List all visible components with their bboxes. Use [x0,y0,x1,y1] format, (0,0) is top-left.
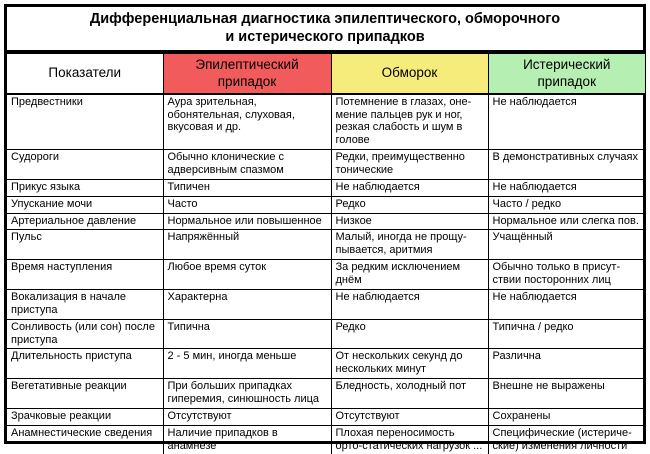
diagnostic-table-frame [4,4,646,452]
value-cell: Часто / редко [488,196,645,213]
value-cell: Обычно только в присут-ствии посторонних лиц [488,260,645,290]
column-header-1: Эпилептический припадок [163,54,331,94]
title-line-1: Дифференциальная диагностика эпилептического, обморочного [89,11,561,27]
value-cell: Специфические (истериче-ские) изменения личности [488,425,645,454]
value-cell: Обычно клонические с адверсивным спазмом [163,150,331,180]
table-row [7,230,645,260]
value-cell: Малый, иногда не прощу-пывается, аритмия [331,230,488,260]
value-cell: Учащённый [488,230,645,260]
value-cell: Типична / редко [488,319,645,349]
value-cell: Сохранены [488,408,645,425]
row-label-cell: Прикус языка [7,179,163,196]
table-row [7,425,645,454]
value-cell: Напряжённый [163,230,331,260]
value-cell: Наличие припадков в анамнезе [163,425,331,454]
table-row [7,179,645,196]
value-cell: Не наблюдается [488,179,645,196]
row-label-cell: Вокализация в начале приступа [7,289,163,319]
table-row [7,260,645,290]
row-label-cell: Артериальное давление [7,213,163,230]
table-row [7,319,645,349]
value-cell: Различна [488,349,645,379]
row-label-cell: Вегетативные реакции [7,379,163,409]
column-header-3: Истерический припадок [488,54,645,94]
value-cell: В демонстративных случаях [488,150,645,180]
value-cell: При больших припадках гиперемия, синюшность лица [163,379,331,409]
value-cell: Аура зрительная, обонятельная, слуховая, вкусовая и др. [163,94,331,150]
value-cell: Нормальное или слегка пов. [488,213,645,230]
value-cell: Любое время суток [163,260,331,290]
row-label-cell: Время наступления [7,260,163,290]
value-cell: 2 - 5 мин, иногда меньше [163,349,331,379]
value-cell: Редко [331,196,488,213]
value-cell: Отсутствуют [163,408,331,425]
value-cell: За редким исключением днём [331,260,488,290]
table-row [7,196,645,213]
table-body [7,94,645,454]
value-cell: Характерна [163,289,331,319]
table-row [7,349,645,379]
differential-diagnosis-table [7,53,645,454]
header-row [7,54,645,94]
column-header-2: Обморок [331,54,488,94]
table-row [7,94,645,150]
row-label-cell: Пульс [7,230,163,260]
row-label-cell: Зрачковые реакции [7,408,163,425]
value-cell: Не наблюдается [331,179,488,196]
column-header-0: Показатели [7,54,163,94]
value-cell: Отсутствуют [331,408,488,425]
value-cell: Типичен [163,179,331,196]
value-cell: Часто [163,196,331,213]
table-row [7,289,645,319]
row-label-cell: Анамнестические сведения [7,425,163,454]
value-cell: Редко [331,319,488,349]
row-label-cell: Упускание мочи [7,196,163,213]
value-cell: Внешне не выражены [488,379,645,409]
value-cell: Типична [163,319,331,349]
title-line-2: и истерического припадков [225,29,425,46]
value-cell: Редки, преимущественно тонические [331,150,488,180]
table-row [7,150,645,180]
row-label-cell: Предвестники [7,94,163,150]
row-label-cell: Сонливость (или сон) после приступа [7,319,163,349]
value-cell: От нескольких секунд до нескольких минут [331,349,488,379]
table-row [7,213,645,230]
value-cell: Бледность, холодный пот [331,379,488,409]
value-cell: Нормальное или повышенное [163,213,331,230]
value-cell: Низкое [331,213,488,230]
row-label-cell: Длительность приступа [7,349,163,379]
page-title [7,7,643,53]
value-cell: Не наблюдается [488,289,645,319]
value-cell: Не наблюдается [488,94,645,150]
value-cell: Плохая переносимость орто-статических нагрузок ... [331,425,488,454]
row-label-cell: Судороги [7,150,163,180]
value-cell: Потемнение в глазах, оне-мение пальцев рук и ног, резкая слабость и шум в голове [331,94,488,150]
table-row [7,408,645,425]
value-cell: Не наблюдается [331,289,488,319]
table-row [7,379,645,409]
